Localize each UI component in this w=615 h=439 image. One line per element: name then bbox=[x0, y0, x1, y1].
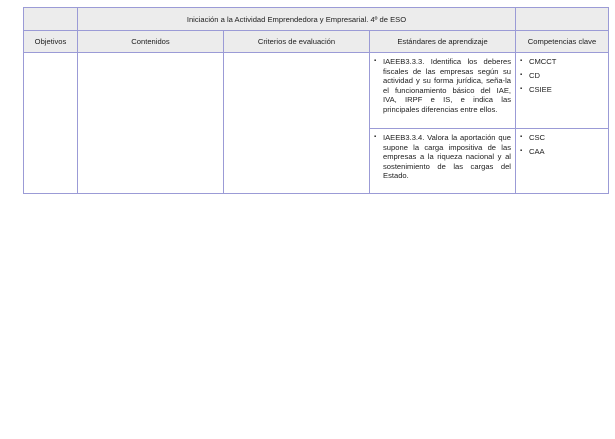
bullet-icon: ▪ bbox=[374, 134, 377, 140]
competencies-cell bbox=[516, 53, 609, 129]
table-title-row bbox=[24, 8, 609, 31]
competency-item bbox=[520, 57, 604, 67]
competencies-cell bbox=[516, 129, 609, 194]
standard-item bbox=[374, 57, 511, 115]
bullet-icon: ▪ bbox=[520, 147, 523, 154]
standard-cell bbox=[370, 129, 516, 194]
curriculum-table bbox=[23, 7, 609, 194]
column-header-objetivos: Objetivos bbox=[24, 31, 78, 53]
standard-text: IAEEB3.3.4. Valora la aportación que supone la carga impositiva de las empresas a la riqueza nacional y al sostenimiento de las cargas del Estado. bbox=[383, 133, 511, 181]
table-row bbox=[24, 53, 609, 129]
competency-item bbox=[520, 71, 604, 81]
competency-label: CD bbox=[529, 70, 540, 80]
column-header-estandares: Estándares de aprendizaje bbox=[370, 31, 516, 53]
standard-text: IAEEB3.3.3. Identifica los deberes fiscales de las empresas según su actividad y su forma jurídica, seña-la el funcionamiento básico del IAE, IVA, IRPF e IS, e indica las principales diferencias entre ellos. bbox=[383, 57, 511, 114]
standard-item bbox=[374, 133, 511, 181]
contenidos-cell bbox=[78, 53, 224, 194]
bullet-icon: ▪ bbox=[520, 71, 523, 78]
title-blank-right-cell bbox=[516, 8, 609, 31]
competency-item bbox=[520, 133, 604, 143]
column-header-contenidos: Contenidos bbox=[78, 31, 224, 53]
bullet-icon: ▪ bbox=[520, 58, 523, 64]
column-header-competencias: Competencias clave bbox=[516, 31, 609, 53]
bullet-icon: ▪ bbox=[520, 134, 523, 140]
column-header-criterios: Criterios de evaluación bbox=[224, 31, 370, 53]
standard-cell bbox=[370, 53, 516, 129]
competency-item bbox=[520, 85, 604, 95]
bullet-icon: ▪ bbox=[520, 85, 523, 92]
criterios-cell bbox=[224, 53, 370, 194]
competency-label: CSC bbox=[529, 133, 546, 142]
objetivos-cell bbox=[24, 53, 78, 194]
bullet-icon: ▪ bbox=[374, 58, 377, 64]
table-title: Iniciación a la Actividad Emprendedora y Empresarial. 4º de ESO bbox=[78, 8, 516, 31]
competency-item bbox=[520, 147, 604, 157]
competency-label: CMCCT bbox=[529, 57, 557, 66]
column-header-row bbox=[24, 31, 609, 53]
competency-label: CSIEE bbox=[529, 84, 552, 94]
title-blank-left-cell bbox=[24, 8, 78, 31]
competency-label: CAA bbox=[529, 146, 545, 156]
